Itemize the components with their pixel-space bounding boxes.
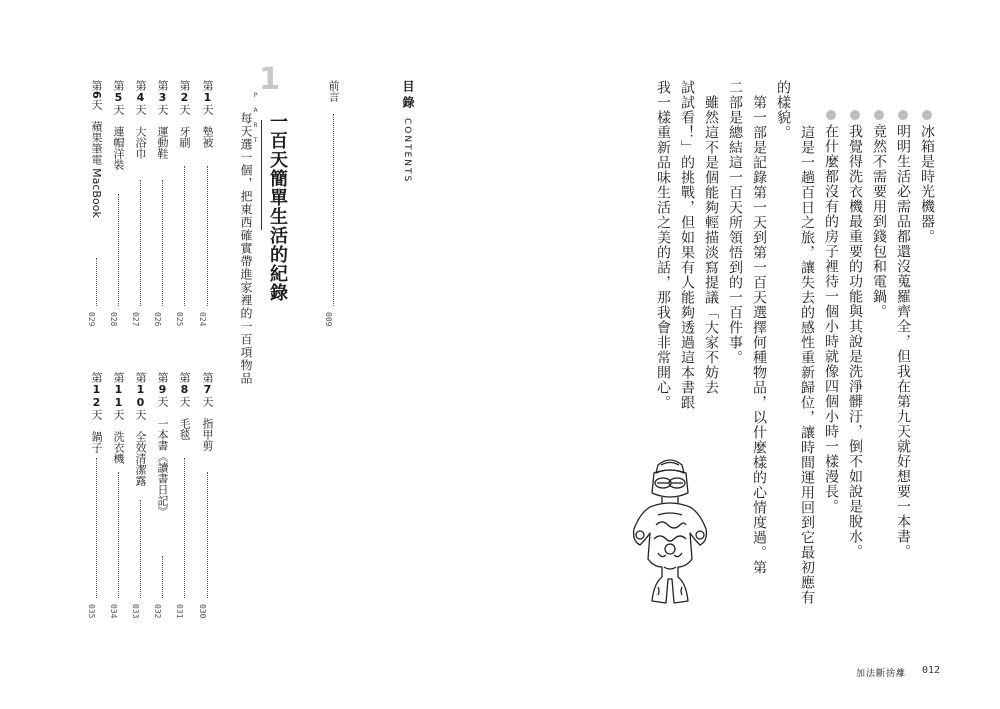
- toc-entry-page: 034: [109, 604, 118, 619]
- dot-leader: [118, 194, 119, 306]
- dot-leader: [184, 458, 185, 598]
- paragraph-line: 第一部是記錄第一天到第一百天選擇何種物品，以什麼樣的心情度過。第: [751, 80, 767, 575]
- toc-entry-label: 第4天 大浴巾: [134, 80, 147, 159]
- bullet-line: 冰箱是時光機器。: [918, 110, 935, 244]
- toc-entry-page: 027: [131, 312, 140, 327]
- toc-entry-label: 第12天 鍋子: [90, 372, 103, 453]
- toc-entry-page: 032: [153, 604, 162, 619]
- toc-entry[interactable]: [87, 80, 105, 327]
- toc-entry-label: 第2天 牙刷: [178, 80, 191, 148]
- toc-entry-label: 第10天 全效清潔露: [134, 372, 147, 486]
- toc-entry[interactable]: [198, 372, 216, 619]
- toc-entry-label: 第5天 連帽洋裝: [112, 80, 125, 170]
- toc-entry[interactable]: [175, 372, 193, 619]
- paragraph-line: 這是一趟百日之旅，讓失去的感性重新歸位，讓時間運用回到它最初應有: [799, 110, 815, 605]
- paragraph-line: 的樣貌。: [775, 80, 791, 140]
- paragraph-line: 我一樣重新品味生活之美的話，那我會非常開心。: [655, 80, 671, 410]
- part-divider: [261, 120, 262, 230]
- dot-leader: [96, 458, 97, 598]
- bullet-dot-icon: [898, 110, 908, 120]
- toc-entry-label: 第6天 蘋果筆電 MacBook: [90, 80, 103, 218]
- toc-entry-page: 029: [87, 312, 96, 327]
- toc-title: 目錄: [401, 80, 415, 112]
- toc-entry[interactable]: [153, 372, 171, 619]
- dot-leader: [207, 472, 208, 598]
- toc-entry-preface[interactable]: [324, 80, 342, 327]
- toc-entry-label: 第1天 墊被: [201, 80, 214, 148]
- bullet-dot-icon: [826, 110, 836, 120]
- bullet-line: 我覺得洗衣機最重要的功能與其說是洗淨髒汙，倒不如說是脫水。: [846, 110, 863, 559]
- toc-entry-label: 第8天 毛毯: [178, 372, 191, 440]
- toc-entry-page: 024: [198, 312, 207, 327]
- dot-leader: [96, 258, 97, 306]
- toc-entry-page: 026: [153, 312, 162, 327]
- bullet-line: 明明生活必需品都還沒蒐羅齊全，但我在第九天就好想要一本書。: [894, 110, 911, 559]
- dot-leader: [140, 180, 141, 306]
- toc-entry-label: 第11天 洗衣機: [112, 372, 125, 464]
- part-number: 1: [252, 62, 287, 97]
- toc-entry[interactable]: [109, 80, 127, 327]
- toc-entry[interactable]: [131, 372, 149, 619]
- page-number: 012: [922, 665, 941, 676]
- toc-entry[interactable]: [131, 80, 149, 327]
- toc-entry[interactable]: [175, 80, 193, 327]
- toc-subtitle: CONTENTS: [402, 118, 412, 184]
- dot-leader: [162, 180, 163, 306]
- part-description: 每天選一個，把東西確實帶進家裡的一百項物品: [239, 112, 253, 385]
- dot-leader: [207, 166, 208, 306]
- running-footer-title: 加法斷捨離: [856, 669, 907, 679]
- dot-leader: [162, 556, 163, 598]
- toc-entry-label: 前言: [327, 80, 340, 102]
- paragraph-line: 試試看！」的挑戰，但如果有人能夠透過這本書跟: [679, 80, 695, 410]
- toc-entry-label: 第3天 運動鞋: [156, 80, 169, 159]
- toc-entry-page: 033: [131, 604, 140, 619]
- dogu-figurine-icon: [628, 455, 712, 615]
- dot-leader: [140, 500, 141, 598]
- paragraph-line: 雖然這不是個能夠輕描淡寫提議「大家不妨去: [703, 80, 719, 395]
- toc-entry-page: 031: [175, 604, 184, 619]
- toc-entry-page: 025: [175, 312, 184, 327]
- dot-leader: [184, 166, 185, 306]
- bullet-line: 在什麼都沒有的房子裡待一個小時就像四個小時一樣漫長。: [822, 110, 839, 514]
- dot-leader: [118, 472, 119, 598]
- toc-entry[interactable]: [109, 372, 127, 619]
- bullet-dot-icon: [922, 110, 932, 120]
- toc-entry[interactable]: [153, 80, 171, 327]
- toc-entry-page: 035: [87, 604, 96, 619]
- paragraph-line: 二部是總結這一百天所領悟到的一百件事。: [727, 80, 743, 365]
- part-word: PART: [252, 92, 259, 152]
- toc-entry-page: 030: [198, 604, 207, 619]
- toc-entry-page: 009: [324, 312, 333, 327]
- toc-entry-page: 028: [109, 312, 118, 327]
- bullet-dot-icon: [850, 110, 860, 120]
- dot-leader: [333, 114, 334, 306]
- toc-entry-label: 第7天 指甲剪: [201, 372, 214, 451]
- bullet-dot-icon: [874, 110, 884, 120]
- part-title: 一百天簡單生活的紀錄: [267, 112, 288, 302]
- toc-entry-label: 第9天 一本書《讀書日記》: [156, 372, 169, 517]
- toc-entry[interactable]: [87, 372, 105, 619]
- bullet-line: 竟然不需要用到錢包和電鍋。: [870, 110, 887, 319]
- toc-entry[interactable]: [198, 80, 216, 327]
